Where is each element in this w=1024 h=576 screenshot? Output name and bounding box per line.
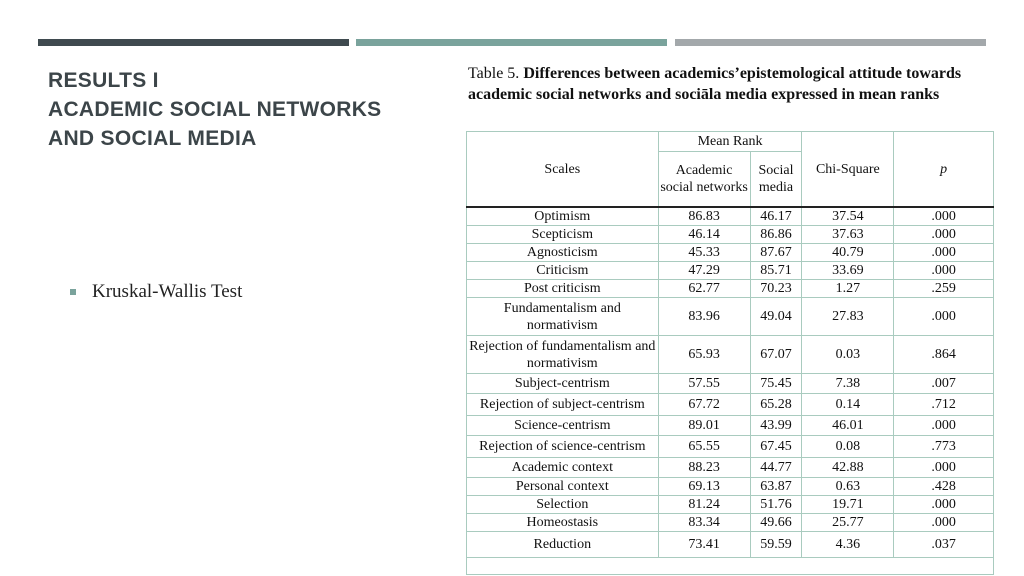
cell-scale: Science-centrism <box>467 416 659 436</box>
cell-academic-rank: 89.01 <box>658 416 750 436</box>
table-row <box>467 416 994 436</box>
cell-p-value: .000 <box>894 244 994 262</box>
bullet-item <box>70 281 242 303</box>
cell-academic-rank: 67.72 <box>658 394 750 416</box>
decor-bar-grey <box>675 39 986 46</box>
table-row <box>467 262 994 280</box>
cell-academic-rank: 45.33 <box>658 244 750 262</box>
cell-academic-rank: 73.41 <box>658 532 750 558</box>
cell-p-value: .000 <box>894 496 994 514</box>
cell-scale: Optimism <box>467 207 659 226</box>
cell-academic-rank: 86.83 <box>658 207 750 226</box>
table-row <box>467 496 994 514</box>
cell-chi-square: 4.36 <box>802 532 894 558</box>
header-p: p <box>894 132 994 208</box>
cell-academic-rank: 65.93 <box>658 336 750 374</box>
cell-scale: Agnosticism <box>467 244 659 262</box>
cell-p-value: .428 <box>894 478 994 496</box>
cell-academic-rank: 65.55 <box>658 436 750 458</box>
cell-academic-rank: 47.29 <box>658 262 750 280</box>
table-row <box>467 394 994 416</box>
header-mean-rank: Mean Rank <box>658 132 802 152</box>
cell-social-rank: 49.66 <box>750 514 802 532</box>
cell-academic-rank: 62.77 <box>658 280 750 298</box>
cell-p-value: .007 <box>894 374 994 394</box>
cell-chi-square: 7.38 <box>802 374 894 394</box>
table-row <box>467 336 994 374</box>
table-row <box>467 226 994 244</box>
cell-academic-rank: 81.24 <box>658 496 750 514</box>
caption-title: Differences between academics’epistemological attitude towards academic social networks and sociāla media expressed in mean ranks <box>468 65 962 103</box>
cell-p-value: .000 <box>894 298 994 336</box>
cell-chi-square: 0.08 <box>802 436 894 458</box>
cell-chi-square: 33.69 <box>802 262 894 280</box>
title-line-1: RESULTS I <box>48 69 159 92</box>
cell-chi-square: 25.77 <box>802 514 894 532</box>
table-body <box>467 207 994 558</box>
header-chi-square: Chi-Square <box>802 132 894 208</box>
cell-academic-rank: 46.14 <box>658 226 750 244</box>
cell-social-rank: 75.45 <box>750 374 802 394</box>
cell-chi-square: 40.79 <box>802 244 894 262</box>
cell-p-value: .000 <box>894 207 994 226</box>
slide-title <box>48 66 448 153</box>
title-line-2: ACADEMIC SOCIAL NETWORKS <box>48 98 382 121</box>
cell-scale: Academic context <box>467 458 659 478</box>
table-row <box>467 532 994 558</box>
table-row <box>467 298 994 336</box>
cell-social-rank: 43.99 <box>750 416 802 436</box>
cell-p-value: .037 <box>894 532 994 558</box>
cell-academic-rank: 83.34 <box>658 514 750 532</box>
cell-scale: Personal context <box>467 478 659 496</box>
cell-social-rank: 86.86 <box>750 226 802 244</box>
cell-chi-square: 27.83 <box>802 298 894 336</box>
header-academic-social-networks: Academic social networks <box>658 152 750 208</box>
table-row <box>467 514 994 532</box>
cell-p-value: .773 <box>894 436 994 458</box>
cell-p-value: .000 <box>894 458 994 478</box>
cell-social-rank: 59.59 <box>750 532 802 558</box>
results-table <box>466 131 994 575</box>
cell-social-rank: 51.76 <box>750 496 802 514</box>
cell-academic-rank: 57.55 <box>658 374 750 394</box>
cell-chi-square: 19.71 <box>802 496 894 514</box>
table-row <box>467 478 994 496</box>
table-caption <box>468 63 998 105</box>
cell-social-rank: 63.87 <box>750 478 802 496</box>
cell-p-value: .000 <box>894 514 994 532</box>
cell-chi-square: 37.54 <box>802 207 894 226</box>
caption-prefix: Table 5. <box>468 65 520 82</box>
decor-bar-teal <box>356 39 667 46</box>
decor-bar-dark <box>38 39 349 46</box>
cell-scale: Post criticism <box>467 280 659 298</box>
cell-chi-square: 0.03 <box>802 336 894 374</box>
cell-social-rank: 65.28 <box>750 394 802 416</box>
cell-scale: Criticism <box>467 262 659 280</box>
cell-p-value: .864 <box>894 336 994 374</box>
cell-scale: Rejection of subject-centrism <box>467 394 659 416</box>
cell-social-rank: 70.23 <box>750 280 802 298</box>
bullet-text: Kruskal-Wallis Test <box>92 281 243 302</box>
title-line-3: AND SOCIAL MEDIA <box>48 127 257 150</box>
square-bullet-icon <box>70 289 76 295</box>
cell-scale: Subject-centrism <box>467 374 659 394</box>
cell-chi-square: 37.63 <box>802 226 894 244</box>
cell-scale: Fundamentalism and normativism <box>467 298 659 336</box>
cell-scale: Homeostasis <box>467 514 659 532</box>
cell-p-value: .712 <box>894 394 994 416</box>
table-row <box>467 207 994 226</box>
cell-p-value: .259 <box>894 280 994 298</box>
cell-scale: Reduction <box>467 532 659 558</box>
table-row <box>467 244 994 262</box>
cell-social-rank: 67.45 <box>750 436 802 458</box>
header-scales: Scales <box>467 132 659 208</box>
cell-chi-square: 0.63 <box>802 478 894 496</box>
cell-chi-square: 42.88 <box>802 458 894 478</box>
cell-social-rank: 44.77 <box>750 458 802 478</box>
cell-chi-square: 46.01 <box>802 416 894 436</box>
table-row <box>467 374 994 394</box>
table-row <box>467 436 994 458</box>
header-social-media: Social media <box>750 152 802 208</box>
cell-social-rank: 87.67 <box>750 244 802 262</box>
cell-social-rank: 46.17 <box>750 207 802 226</box>
table-row <box>467 458 994 478</box>
cell-academic-rank: 83.96 <box>658 298 750 336</box>
table-empty-row <box>467 558 994 575</box>
cell-chi-square: 0.14 <box>802 394 894 416</box>
table-row <box>467 280 994 298</box>
cell-social-rank: 85.71 <box>750 262 802 280</box>
cell-scale: Scepticism <box>467 226 659 244</box>
cell-academic-rank: 88.23 <box>658 458 750 478</box>
cell-social-rank: 49.04 <box>750 298 802 336</box>
cell-academic-rank: 69.13 <box>658 478 750 496</box>
cell-scale: Selection <box>467 496 659 514</box>
table-empty-cell <box>467 558 994 575</box>
cell-scale: Rejection of fundamentalism and normativism <box>467 336 659 374</box>
cell-p-value: .000 <box>894 226 994 244</box>
cell-chi-square: 1.27 <box>802 280 894 298</box>
cell-social-rank: 67.07 <box>750 336 802 374</box>
cell-scale: Rejection of science-centrism <box>467 436 659 458</box>
cell-p-value: .000 <box>894 416 994 436</box>
cell-p-value: .000 <box>894 262 994 280</box>
